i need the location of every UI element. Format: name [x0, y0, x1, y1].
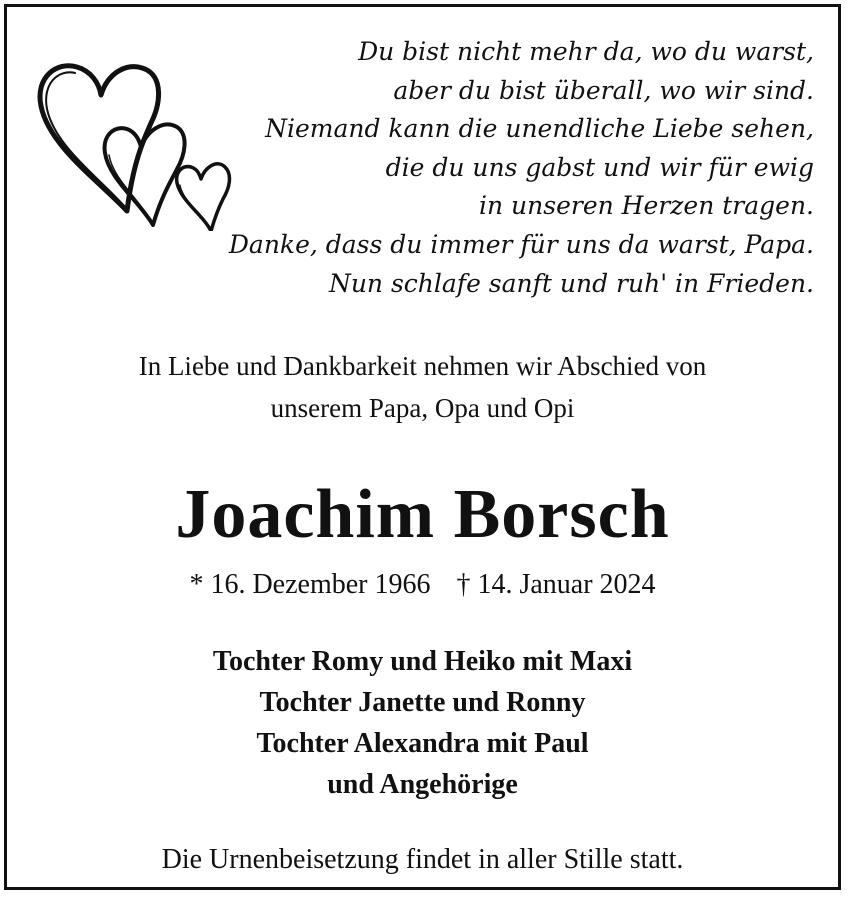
poem-line: die du uns gabst und wir für ewig — [385, 152, 814, 182]
poem-line: Du bist nicht mehr da, wo du warst, — [358, 37, 814, 66]
poem-line: aber du bist überall, wo wir sind. — [393, 75, 814, 105]
birth-date: * 16. Dezember 1966 — [189, 569, 431, 600]
death-date: † 14. Januar 2024 — [456, 569, 656, 600]
poem-line: Niemand kann die unendliche Liebe sehen, — [265, 114, 814, 144]
mourner-line: Tochter Alexandra mit Paul — [256, 728, 589, 759]
farewell-intro — [7, 345, 838, 429]
intro-line-1: In Liebe und Dankbarkeit nehmen wir Abschied von — [138, 351, 707, 381]
mourner-line: und Angehörige — [327, 769, 518, 800]
burial-notice: Die Urnenbeisetzung findet in aller Stille statt. — [161, 844, 684, 875]
poem-line: in unseren Herzen tragen. — [479, 191, 814, 221]
mourner-line: Tochter Romy und Heiko mit Maxi — [212, 646, 633, 677]
poem-line: Nun schlafe sanft und ruh' in Frieden. — [328, 268, 814, 298]
mourner-line: Tochter Janette und Ronny — [259, 687, 586, 718]
life-dates — [7, 567, 838, 603]
poem-line: Danke, dass du immer für uns da warst, Papa. — [228, 229, 814, 259]
deceased-name: Joachim Borsch — [175, 476, 670, 553]
mourners-list — [7, 641, 838, 805]
poem — [174, 33, 814, 303]
intro-line-2: unserem Papa, Opa und Opi — [270, 393, 575, 423]
obituary-frame — [4, 4, 841, 890]
